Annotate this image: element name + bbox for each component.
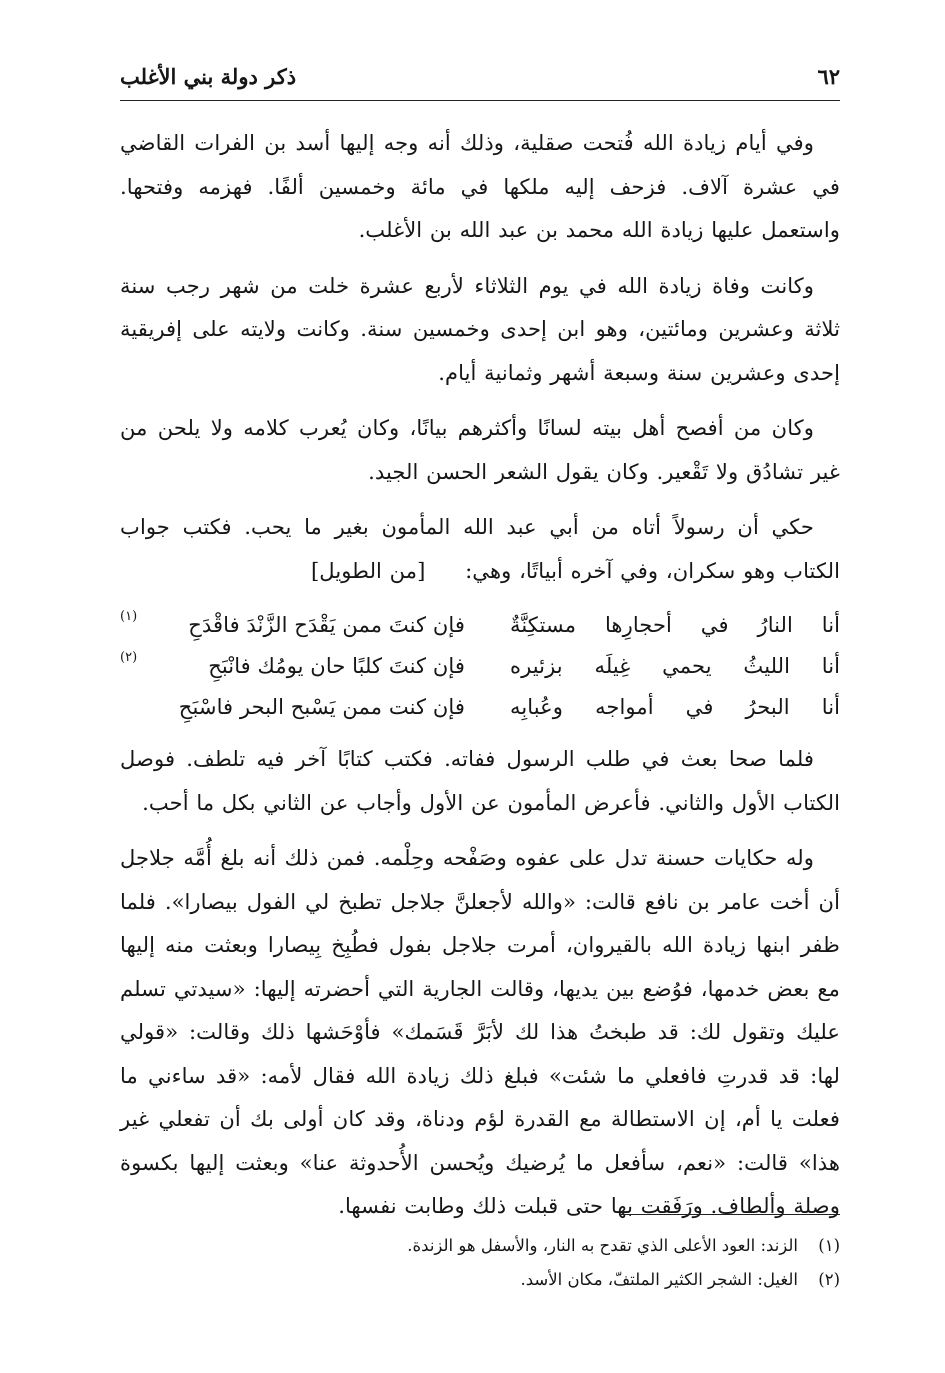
hemistich-text: فإن كنتَ كلبًا حان يومُك فانْبَحِ <box>208 653 465 678</box>
footnote-marker: (١) <box>120 609 138 624</box>
verse-first-hemistich: أنا الليثُ يحمي غِيلَه بزئيره <box>510 653 840 678</box>
paragraph: فلما صحا بعث في طلب الرسول ففاته. فكتب كتابًا آخر فيه تلطف. فوصل الكتاب الأول والثاني. فأعرض المأمون عن الأول وأجاب عن الثاني بكل ما أحب. <box>120 746 840 815</box>
page-number: ٦٢ <box>817 64 840 89</box>
main-text <box>120 121 840 1228</box>
verse-second-hemistich <box>120 604 465 645</box>
book-page <box>120 58 840 1240</box>
verse-second-hemistich <box>120 645 465 686</box>
poem-verse <box>120 604 840 645</box>
verse-first-hemistich: أنا البحرُ في أمواجه وعُبابِه <box>510 694 840 719</box>
hemistich-text: فإن كنتَ ممن يَقْدَح الزَّنْدَ فاقْدَحِ <box>188 612 465 637</box>
verse-first-hemistich: أنا النارُ في أحجارِها مستكِنَّةٌ <box>510 612 840 637</box>
paragraph: وكان من أفصح أهل بيته لسانًا وأكثرهم بيانًا، وكان يُعرب كلامه ولا يلحن من غير تشادُق ولا تَقْعير. وكان يقول الشعر الحسن الجيد. <box>120 415 840 484</box>
paragraph: وفي أيام زيادة الله فُتحت صقلية، وذلك أنه وجه إليها أسد بن الفرات القاضي في عشرة آلاف. فزحف إليه ملكها في مائة وخمسين ألفًا. فهزمه وفتحها. واستعمل عليها زيادة الله محمد بن عبد الله بن الأغلب. <box>120 130 840 242</box>
poem <box>120 604 840 727</box>
poem-verse <box>120 686 840 727</box>
paragraph: وكانت وفاة زيادة الله في يوم الثلاثاء لأربع عشرة خلت من شهر رجب سنة ثلاثة وعشرين ومائتين، وهو ابن إحدى وخمسين سنة. وكانت ولايته على إفريقية إحدى وعشرين سنة وسبعة أشهر وثمانية أيام. <box>120 272 840 385</box>
verse-second-hemistich <box>120 686 465 727</box>
footnote <box>120 1263 840 1297</box>
running-head <box>120 58 840 96</box>
poem-verse <box>120 645 840 686</box>
paragraph: وله حكايات حسنة تدل على عفوه وصَفْحه وحِلْمه. فمن ذلك أنه بلغ أُمَّه جلاجل أن أخت عامر بن نافع قالت: «والله لأجعلنَّ جلاجل تطبخ لي الفول بيصارا». فلما ظفر ابنها زيادة الله بالقيروان، أمرت جلاجل بفول فطُبِخ بِيصارا وبعثت منه إليها مع بعض خدمها، فوُضع بين يديها، وقالت الجارية التي أحضرته إليها: «سيدتي تسلم عليك وتقول لك: قد طبختُ هذا لك لأبَرَّ قَسَمك» فأوْحَشها ذلك وقالت: «قولي لها: قد قدرتِ فافعلي ما شئت» فبلغ ذلك زيادة الله فقال لأمه: «قد ساءني ما فعلت يا أم، إن الاستطالة مع القدرة لؤم ودناة، وقد كان أولى بك أن تفعلي غير هذا» قالت: «نعم، سأفعل ما يُرضيك ويُحسن الأُحدوثة عنا» وبعثت إليها بكسوة وصلة وألطاف. ورَفَقت بها حتى قبلت ذلك وطابت نفسها. <box>120 845 840 1218</box>
footnotes <box>120 1214 840 1297</box>
meter-label: [من الطويل] <box>311 557 426 583</box>
footnote-number: (٢) <box>818 1270 840 1289</box>
footnote-rule <box>620 1214 840 1215</box>
footnote-number: (١) <box>818 1236 840 1255</box>
paragraph-text: حكي أن رسولاً أتاه من أبي عبد الله المأمون بغير ما يحب. فكتب جواب الكتاب وهو سكران، وفي آخره أبياتًا، وهي: <box>120 514 840 583</box>
footnote-text: الغيل: الشجر الكثير الملتفّ، مكان الأسد. <box>520 1270 798 1289</box>
hemistich-text: فإن كنت ممن يَسْبح البحر فاسْبَحِ <box>178 694 465 719</box>
footnote-text: الزند: العود الأعلى الذي تقدح به النار، والأسفل هو الزندة. <box>407 1236 798 1255</box>
header-rule <box>120 100 840 101</box>
running-title: ذكر دولة بني الأغلب <box>120 64 297 89</box>
footnote <box>120 1229 840 1263</box>
footnote-marker: (٢) <box>120 650 138 665</box>
paragraph-intro-poem <box>120 505 840 592</box>
